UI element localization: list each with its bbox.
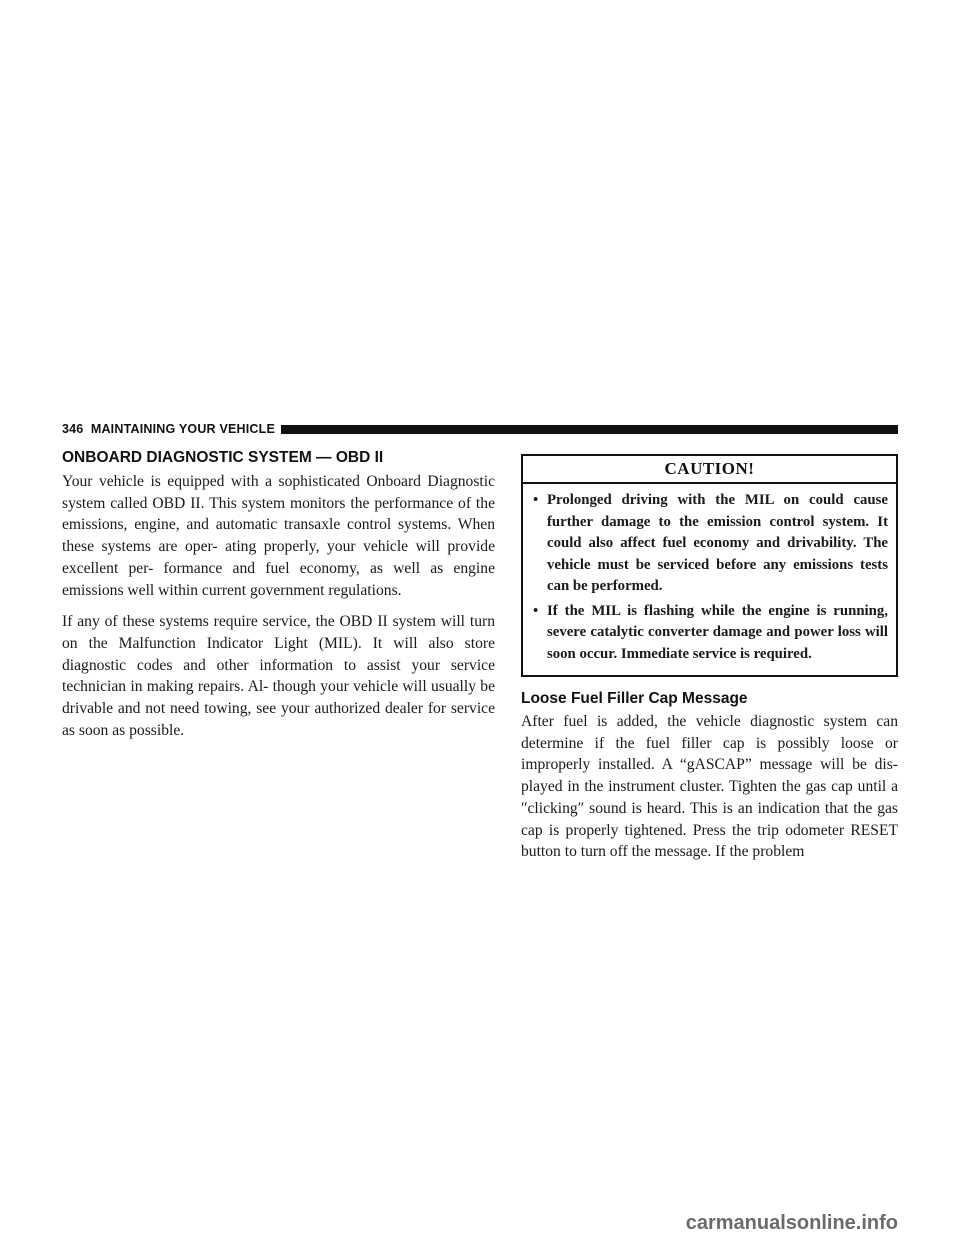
site-watermark: carmanualsonline.info [685,1212,898,1234]
paragraph-obd-intro: Your vehicle is equipped with a sophisticated Onboard Diagnostic system called OBD II. This system monitors the performance of the emissions, engine, and automatic transaxle control systems. When these systems are oper- ating properly, your vehicle will provide excellent per- formance and fuel economy, as well as engine emissions well within current government regulations. [62,473,495,599]
caution-item [533,490,888,598]
caution-list [523,484,896,675]
left-column [62,448,495,751]
section-name: MAINTAINING YOUR VEHICLE [90,422,276,436]
section-title: ONBOARD DIAGNOSTIC SYSTEM — OBD II [62,449,384,466]
running-header-text [62,422,275,436]
page-number: 346 [62,422,84,436]
bullet-icon: • [533,602,539,619]
header-rule [281,425,898,434]
caution-item [533,601,888,666]
subsection-title: Loose Fuel Filler Cap Message [521,690,748,707]
caution-item-text: Prolonged driving with the MIL on could cause further damage to the emission control system. It could also affect fuel economy and drivability. The vehicle must be serviced before any emissions tests can be performed. [547,492,888,594]
running-header [62,421,898,437]
right-column [521,454,898,873]
caution-box [521,454,898,677]
bullet-icon: • [533,492,539,508]
paragraph-obd-service: If any of these systems require service, the OBD II system will turn on the Malfunction Indicator Light (MIL). It will also store diagnostic codes and other information to assist your service technician in making repairs. Al- though your vehicle will usually be drivable and not need towing, see your authorized dealer for service as soon as possible. [62,613,495,739]
caution-title: CAUTION! [523,456,896,484]
paragraph-fuel-cap: After fuel is added, the vehicle diagnostic system can determine if the fuel filler cap is possibly loose or improperly installed. A “gASCAP” message will be dis- played in the instrument cluster. Tighten the gas cap until a ″clicking″ sound is heard. This is an indication that the gas cap is properly tightened. Press the trip odometer RESET button to turn off the message. If the problem [521,713,898,861]
caution-item-text: If the MIL is flashing while the engine is running, severe catalytic converter damage and power loss will soon occur. Immediate service is required. [547,602,888,662]
